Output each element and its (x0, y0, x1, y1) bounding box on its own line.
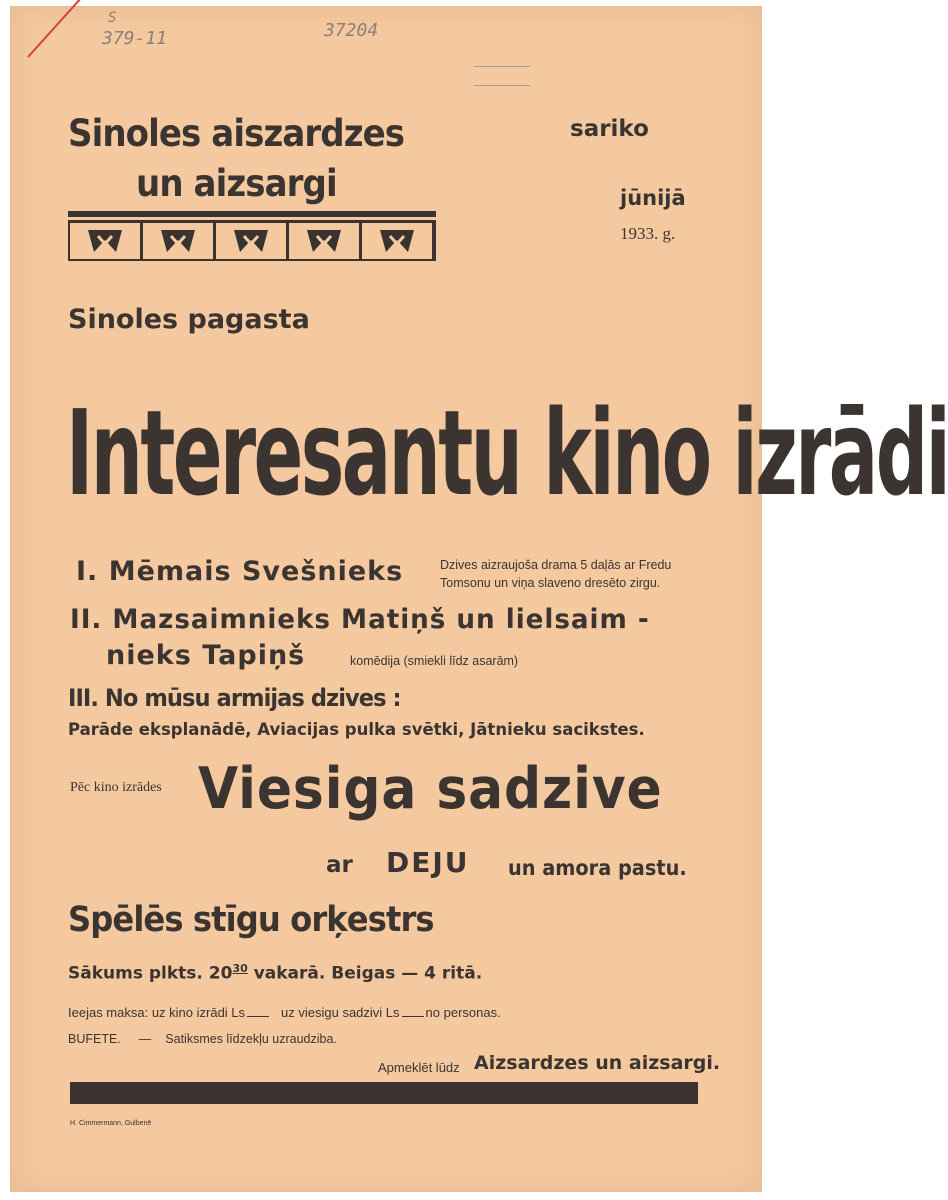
ornament-icon (159, 226, 197, 256)
archive-stamp (474, 66, 530, 86)
buffet-label: BUFETE. (68, 1032, 121, 1046)
month-label: jūnijā (620, 186, 686, 210)
parish-label: Sinoles pagasta (68, 304, 310, 335)
ar-label: ar (326, 852, 353, 878)
main-title: Interesantu kino izrādi (66, 384, 948, 522)
red-pencil-mark (27, 0, 82, 58)
deju-label: DEJU (386, 846, 470, 879)
after-film-intro: Pēc kino izrādes (70, 780, 162, 795)
org-line-1: Sinoles aiszardzes (68, 112, 405, 155)
program-item-2-desc: komēdija (smiekli līdz asarām) (350, 654, 519, 668)
year-label: 1933. g. (620, 224, 676, 243)
after-film-title: Viesiga sadzive (198, 756, 663, 822)
decorative-ornament-band (68, 211, 436, 261)
program-item-1-title: I. Mēmais Svešnieks (76, 556, 404, 587)
fees-line: Ieejas maksa: uz kino izrādi Ls uz viesigu sadzivi Ls no personas. (68, 1005, 501, 1020)
pencil-annotation-id: 37204 (324, 20, 379, 41)
program-item-1-desc-line-2: Tomsonu un viņa slaveno dresēto zirgu. (440, 576, 661, 590)
buffet-line: BUFETE. — Satiksmes līdzekļu uzraudziba. (68, 1032, 337, 1046)
schedule-start-minutes: 30 (232, 962, 248, 975)
ornament-icon (86, 226, 124, 256)
program-item-3-title: III. No mūsu armijas dzives : (68, 684, 401, 712)
program-item-2-line-2: nieks Tapiņš (106, 640, 306, 671)
ornament-icon (305, 226, 343, 256)
printer-credit: H. Cimmermann, Gulbenē (70, 1120, 152, 1127)
bottom-rule (70, 1082, 698, 1104)
program-item-1-desc-line-1: Dzives aizraujoša drama 5 daļās ar Fredu (440, 558, 672, 572)
program-item-2-line-1: II. Mazsaimnieks Matiņš un lielsaim - (70, 604, 650, 635)
program-item-3-desc: Parāde eksplanādē, Aviacijas pulka svētki, Jātnieku sacikstes. (68, 720, 645, 739)
amora-pasts-label: un amora pastu. (508, 856, 687, 880)
ornament-icon (232, 226, 270, 256)
closing-small: Apmeklēt lūdz (378, 1060, 460, 1075)
sariko-label: sariko (570, 116, 649, 142)
pencil-annotation-number: 379-11 (102, 28, 168, 49)
ornament-icon (378, 226, 416, 256)
schedule-line: Sākums plkts. $20^{30}$ vakarā. Beigas — 4 ritā. (68, 962, 483, 984)
orchestra-line: Spēlēs stīgu orķestrs (68, 900, 434, 940)
pencil-annotation-s: S (108, 10, 117, 26)
closing-big: Aizsardzes un aizsargi. (474, 1052, 721, 1074)
org-line-2: un aizsargi (136, 162, 337, 205)
